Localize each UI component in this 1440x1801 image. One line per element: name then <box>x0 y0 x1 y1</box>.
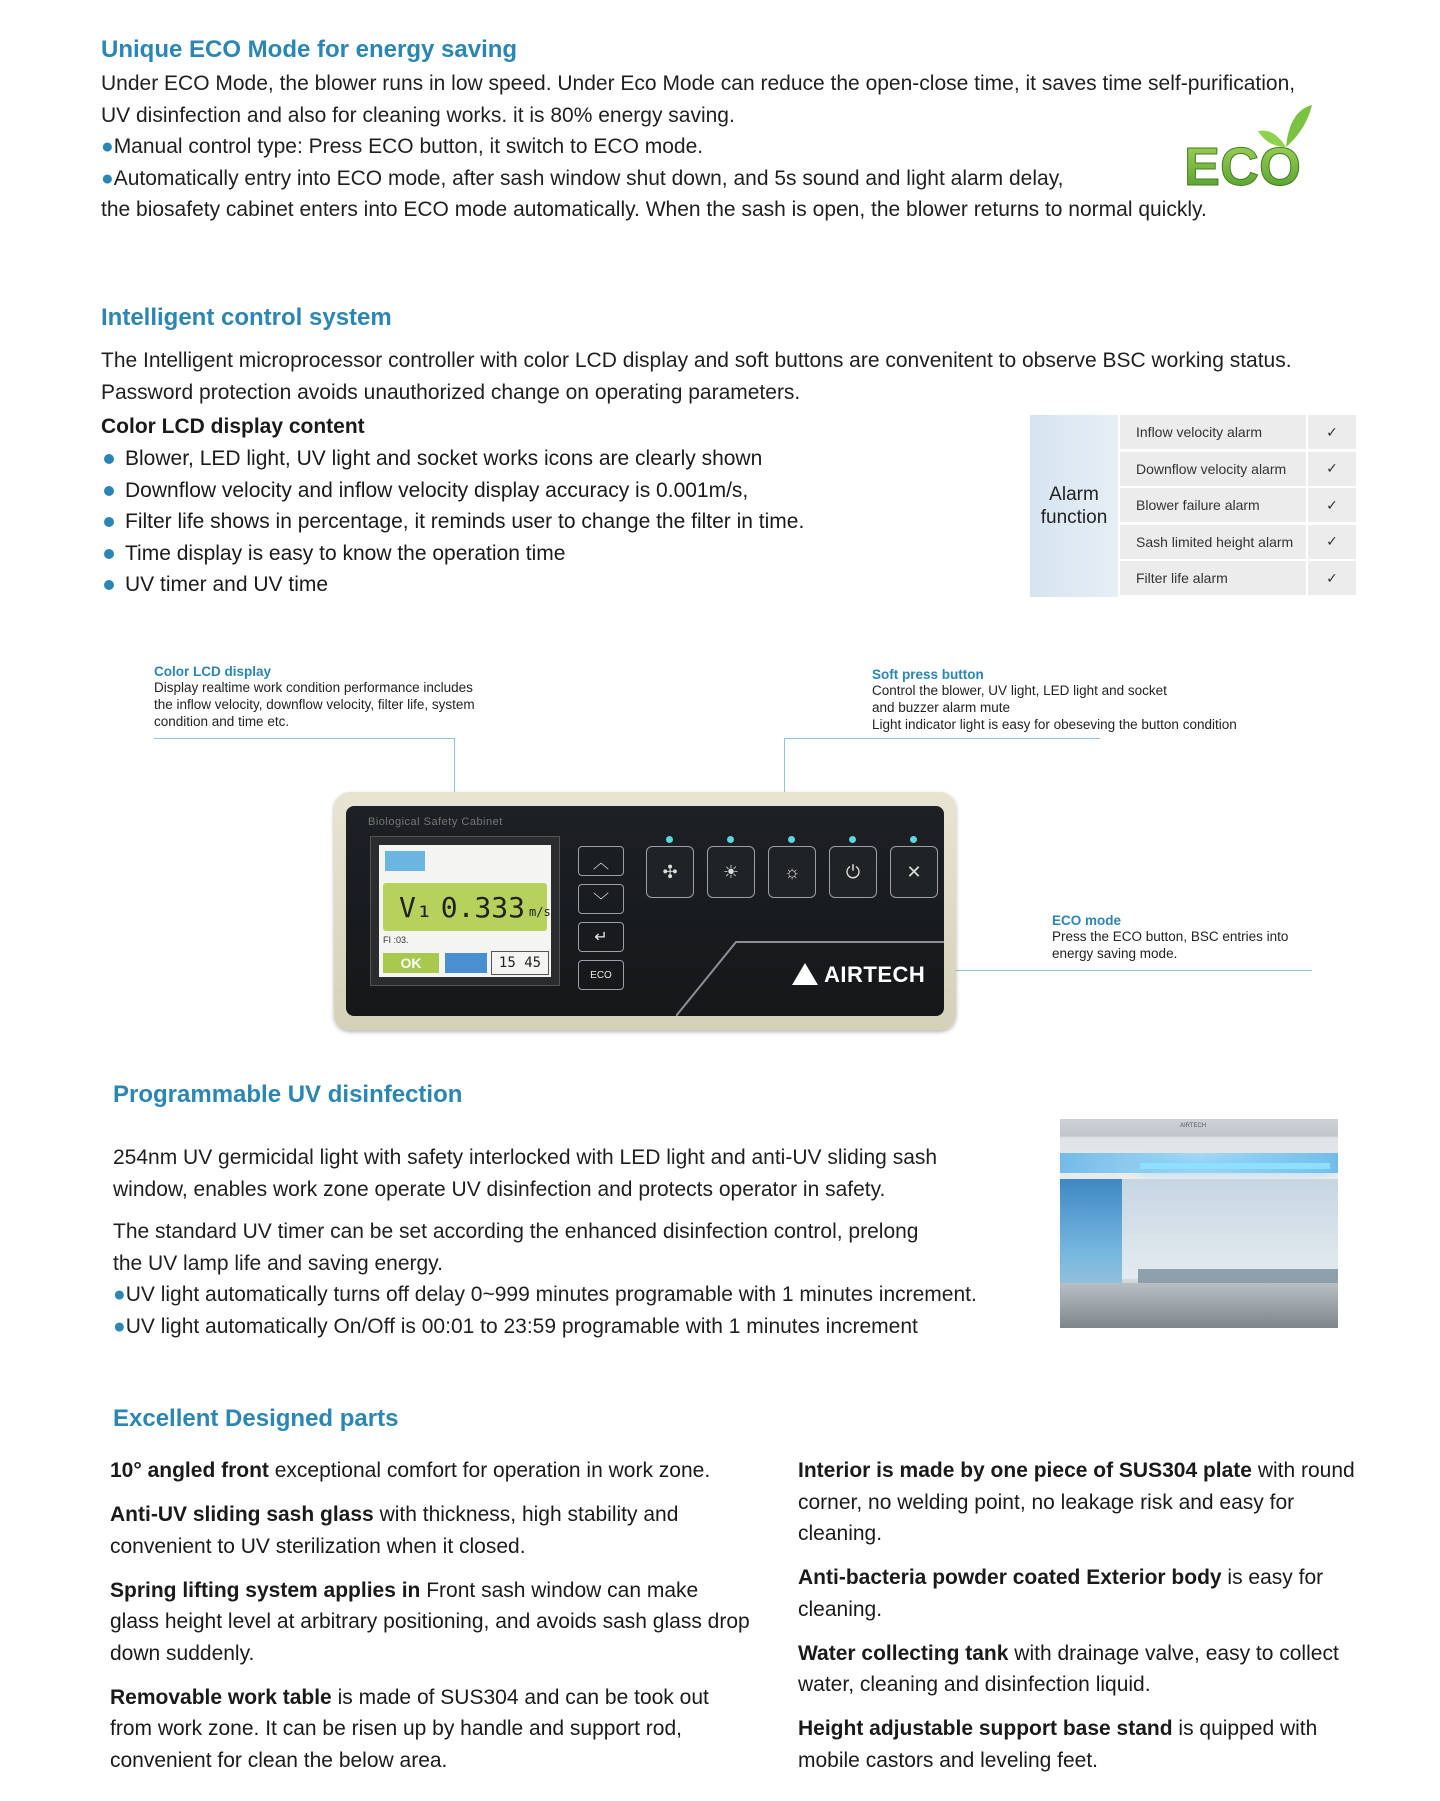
indicator-led <box>727 836 734 843</box>
indicator-led <box>788 836 795 843</box>
intelligent-section-title: Intelligent control system <box>101 304 392 331</box>
part-item: Anti-UV sliding sash glass with thickness, high stability and convenient to UV sterilization when it closed. <box>110 1503 679 1558</box>
list-item: Filter life shows in percentage, it reminds user to change the filter in time. <box>101 506 1001 538</box>
indicator-led <box>910 836 917 843</box>
lcd-content-subtitle: Color LCD display content <box>101 415 365 438</box>
panel-label: Biological Safety Cabinet <box>368 816 503 828</box>
parts-section-title: Excellent Designed parts <box>113 1405 399 1432</box>
intelligent-intro-1: The Intelligent microprocessor controller with color LCD display and soft buttons are convenitent to observe BSC working status. <box>101 349 1292 372</box>
airtech-logo-icon <box>792 963 818 985</box>
uv-light-button[interactable] <box>768 846 816 898</box>
alarm-function-table <box>1030 415 1356 597</box>
bullet-dot-icon: ● <box>113 1283 126 1306</box>
led-light-icon: ☀ <box>722 861 740 882</box>
socket-icon: ⏻ <box>845 861 861 882</box>
alarm-row: Downflow velocity alarm ✓ <box>1120 452 1356 486</box>
part-item: Removable work table is made of SUS304 and can be took out from work zone. It can be risen up by handle and support rod, convenient for clean the below area. <box>110 1685 709 1772</box>
alarm-row: Inflow velocity alarm ✓ <box>1120 415 1356 449</box>
uv-bullet-1: ●UV light automatically turns off delay 0~999 minutes programable with 1 minutes increment. <box>113 1283 977 1306</box>
intelligent-intro <box>101 345 1381 408</box>
indicator-led <box>666 836 673 843</box>
part-item: 10° angled front exceptional comfort for operation in work zone. <box>110 1459 711 1482</box>
uv-lamp <box>1140 1163 1330 1169</box>
fan-status-icon <box>385 851 425 871</box>
part-item: Spring lifting system applies in Front sash window can make glass height level at arbitrary positioning, and avoids sash glass drop down suddenly. <box>110 1578 750 1665</box>
status-ok-badge: OK <box>383 953 439 973</box>
uv-section-title: Programmable UV disinfection <box>113 1081 463 1108</box>
airtech-brand: AIRTECH <box>792 962 925 988</box>
uv-section-body <box>113 1142 1033 1342</box>
mute-icon: ✕ <box>906 861 922 882</box>
check-icon: ✓ <box>1308 488 1356 522</box>
eco-button[interactable]: ECO <box>578 960 624 990</box>
enter-button[interactable]: ↵ <box>578 922 624 952</box>
check-icon: ✓ <box>1308 561 1356 595</box>
check-icon: ✓ <box>1308 415 1356 449</box>
down-button[interactable]: ﹀ <box>578 884 624 914</box>
part-item: Height adjustable support base stand is quipped with mobile castors and leveling feet. <box>798 1717 1318 1772</box>
intelligent-intro-2: Password protection avoids unauthorized change on operating parameters. <box>101 380 801 404</box>
part-item: Anti-bacteria powder coated Exterior body is easy for cleaning. <box>798 1566 1324 1621</box>
eco-bullet-2: ●Automatically entry into ECO mode, after sash window shut down, and 5s sound and light alarm delay, <box>101 166 1064 190</box>
svg-text:ECO: ECO <box>1184 137 1302 195</box>
list-item: Blower, LED light, UV light and socket works icons are clearly shown <box>101 443 1001 475</box>
lcd-content-list <box>101 443 1001 601</box>
uv-bullet-2: ●UV light automatically On/Off is 00:01 to 23:59 programable with 1 minutes increment <box>113 1314 918 1338</box>
fan-icon: ✣ <box>662 861 678 882</box>
check-icon: ✓ <box>1308 452 1356 486</box>
up-button[interactable]: ︿ <box>578 846 624 876</box>
cabinet-back-wall <box>1122 1179 1338 1279</box>
parts-left-column <box>110 1455 750 1789</box>
eco-section-title: Unique ECO Mode for energy saving <box>101 36 518 63</box>
control-panel <box>334 792 956 1030</box>
list-item: Time display is easy to know the operation time <box>101 538 1001 570</box>
cabinet-work-table <box>1138 1269 1338 1283</box>
part-item: Water collecting tank with drainage valve, easy to collect water, cleaning and disinfection liquid. <box>798 1641 1339 1696</box>
alarm-function-label: Alarm function <box>1030 415 1118 597</box>
list-item: Downflow velocity and inflow velocity display accuracy is 0.001m/s, <box>101 475 1001 507</box>
check-icon: ✓ <box>1308 525 1356 559</box>
led-light-button[interactable] <box>707 846 755 898</box>
eco-para-2: UV disinfection and also for cleaning works. it is 80% energy saving. <box>101 103 735 127</box>
uv-para-2b: the UV lamp life and saving energy. <box>113 1251 443 1275</box>
alarm-row: Sash limited height alarm ✓ <box>1120 525 1356 559</box>
lcd-display <box>370 836 560 986</box>
eco-mode-callout: ECO mode Press the ECO button, BSC entries into energy saving mode. <box>1052 913 1289 961</box>
mute-button[interactable] <box>890 846 938 898</box>
callout-line <box>154 738 454 739</box>
list-item: UV timer and UV time <box>101 569 1001 601</box>
velocity-reading: V₁ 0.333 m/s <box>383 883 547 931</box>
uv-para-2a: The standard UV timer can be set according the enhanced disinfection control, prelong <box>113 1220 919 1243</box>
part-item: Interior is made by one piece of SUS304 plate with round corner, no welding point, no leakage risk and easy for cleaning. <box>798 1459 1355 1545</box>
lcd-display-callout: Color LCD display Display realtime work condition performance includes the inflow velocity, downflow velocity, filter life, system condition and time etc. <box>154 664 475 729</box>
alarm-row: Filter life alarm ✓ <box>1120 561 1356 595</box>
clock-icon <box>445 953 487 973</box>
eco-para-3: the biosafety cabinet enters into ECO mode automatically. When the sash is open, the blower returns to normal quickly. <box>101 198 1207 221</box>
indicator-led <box>849 836 856 843</box>
uv-para-1b: window, enables work zone operate UV disinfection and protects operator in safety. <box>113 1177 886 1201</box>
bullet-dot-icon: ● <box>101 166 114 190</box>
soft-button-callout: Soft press button Control the blower, UV light, LED light and socket and buzzer alarm mute Light indicator light is easy for obeseving the button condition <box>872 667 1237 732</box>
socket-button[interactable] <box>829 846 877 898</box>
eco-para-1: Under ECO Mode, the blower runs in low speed. Under Eco Mode can reduce the open-close time, it saves time self-purification, <box>101 72 1296 95</box>
lcd-time: 15 45 <box>491 951 549 975</box>
eco-logo-icon <box>1178 95 1328 195</box>
alarm-row: Blower failure alarm ✓ <box>1120 488 1356 522</box>
bullet-dot-icon: ● <box>113 1314 126 1338</box>
cabinet-front <box>1060 1283 1338 1328</box>
uv-cabinet-photo: AIRTECH <box>1060 1119 1338 1328</box>
callout-line <box>784 738 1100 739</box>
filter-life-label: FI :03. <box>383 935 409 945</box>
bullet-dot-icon: ● <box>101 135 114 158</box>
eco-bullet-1: ●Manual control type: Press ECO button, it switch to ECO mode. <box>101 135 704 158</box>
parts-right-column <box>798 1455 1368 1789</box>
uv-para-1a: 254nm UV germicidal light with safety interlocked with LED light and anti-UV sliding sash <box>113 1146 938 1169</box>
fan-button[interactable] <box>646 846 694 898</box>
uv-light-icon: ☼ <box>783 861 801 882</box>
